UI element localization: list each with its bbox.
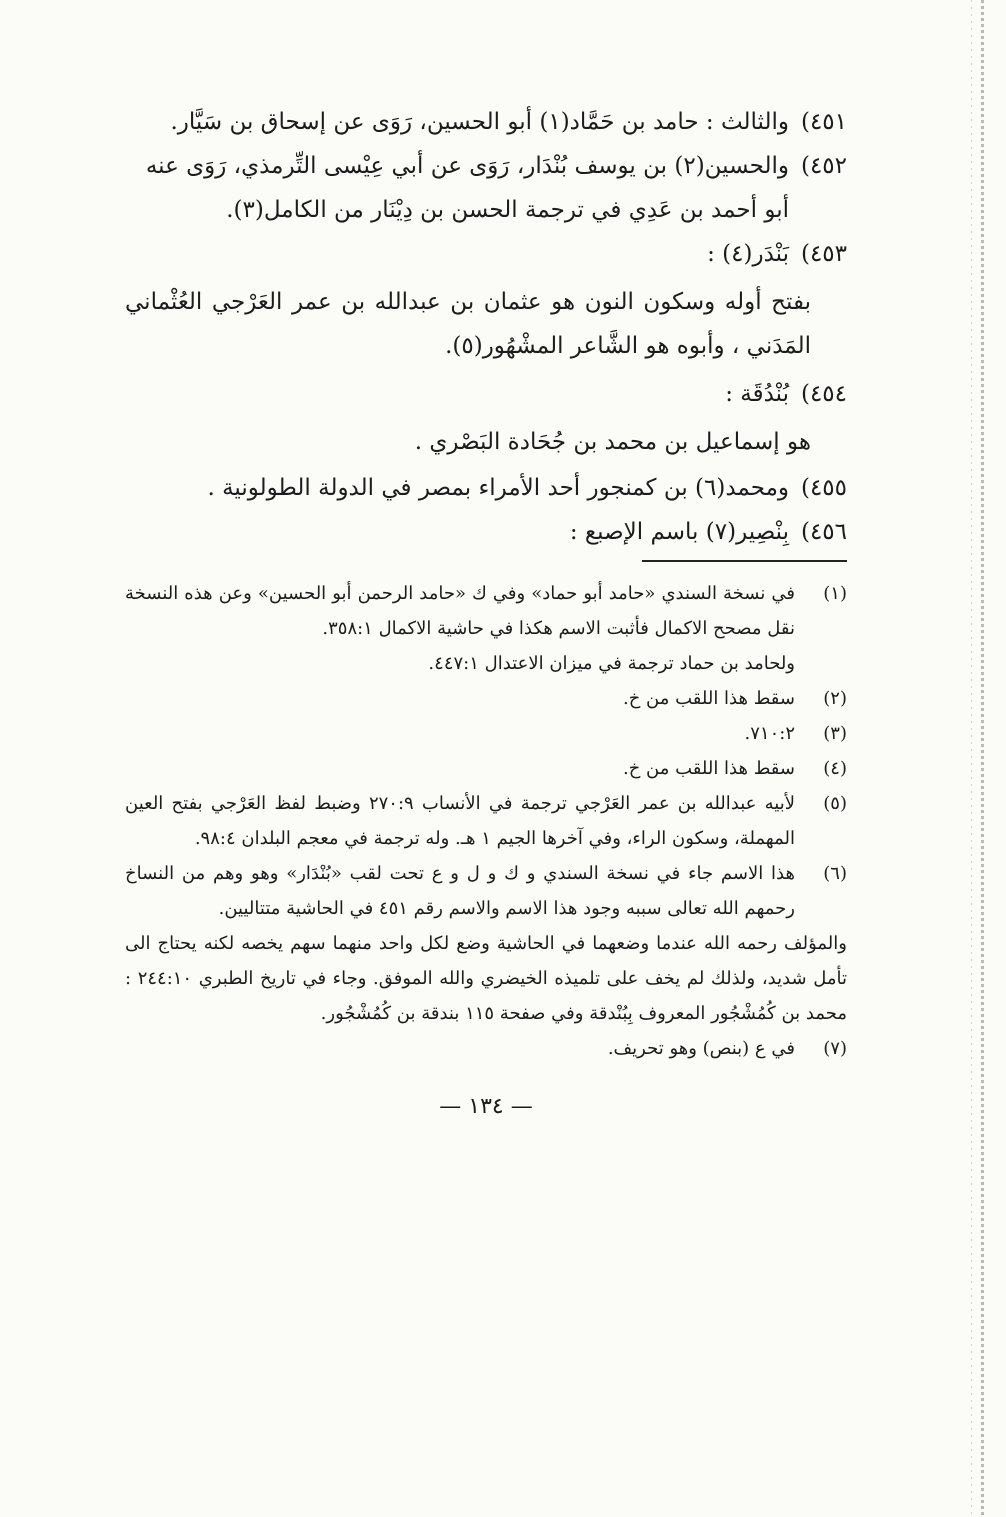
footnote-text: في ع (بنص) وهو تحريف. (607, 1038, 795, 1059)
entry-text: والحسين(٢) بن يوسف بُنْدَار، رَوَى عن أبي عِيْسى التِّرمذي، رَوَى عنه أبو أحمد بن عَدِي في ترجمة الحسن بن دِيْنَار من الكامل(٣). (145, 153, 789, 223)
entry-number: ٤٥١) (800, 109, 847, 135)
entry-number: ٤٥٢) (800, 153, 847, 179)
footnote-text: ٧١٠:٢. (744, 723, 795, 744)
footnote-6 (125, 856, 847, 926)
entry-text: بُنْدُقَة : (725, 381, 789, 407)
footnote-number: (١) (823, 583, 847, 604)
entry-text: والثالث : حامد بن حَمَّاد(١) أبو الحسين، رَوَى عن إسحاق بن سَيَّار. (170, 109, 789, 135)
entry-453 (125, 232, 847, 276)
footnote-7 (125, 1031, 847, 1066)
footnote-number: (٥) (823, 793, 847, 814)
footnote-1-extra: ولحامد بن حماد ترجمة في ميزان الاعتدال ٤٤٧:١. (428, 653, 795, 674)
footnote-divider (642, 560, 847, 562)
footnote-text: لأبيه عبدالله بن عمر العَرْجي ترجمة في الأنساب ٢٧٠:٩ وضبط لفظ العَرْجي بفتح العين المهملة، وسكون الراء، وفي آخرها الجيم ١ هـ. وله ترجمة في معجم البلدان ٩٨:٤. (125, 793, 795, 849)
entry-455 (125, 466, 847, 510)
scan-edge-secondary (971, 0, 972, 1517)
footnote-text: سقط هذا اللقب من خ. (622, 758, 795, 779)
footnote-6-extra: والمؤلف رحمه الله عندما وضعهما في الحاشية وضع لكل واحد منهما سهم يخصه لكنه يحتاج الى تأمل شديد، ولذلك لم يخف على تلميذه الخيضري والله الموفق. وجاء في تاريخ الطبري ٢٤٤:١٠ : محمد بن كُمُشْجُور المعروف بِبُنْدقة وفي صفحة ١١٥ بندقة بن كُمُشْجُور. (125, 933, 847, 1024)
paragraph-454: هو إسماعيل بن محمد بن جُحَادة البَصْري . (414, 429, 811, 455)
entry-452 (125, 144, 847, 232)
entry-456 (125, 510, 847, 554)
page-number: — ١٣٤ — (439, 1094, 533, 1119)
scan-edge (981, 0, 984, 1517)
entry-text: بَنْدَر(٤) : (707, 241, 789, 267)
footnote-number: (٧) (823, 1038, 847, 1059)
footnote-5 (125, 786, 847, 856)
entry-text: بِنْصِير(٧) باسم الإصبع : (569, 519, 789, 545)
footnote-text: سقط هذا اللقب من خ. (622, 688, 795, 709)
entry-number: ٤٥٦) (800, 519, 847, 545)
footnote-number: (٢) (823, 688, 847, 709)
footnote-2 (125, 681, 847, 716)
footnote-number: (٣) (823, 723, 847, 744)
footnote-number: (٤) (823, 758, 847, 779)
entry-451 (125, 100, 847, 144)
entry-454 (125, 372, 847, 416)
footnote-text: هذا الاسم جاء في نسخة السندي و ك و ل و ع تحت لقب «بُنْدَار» وهو وهم من النساخ رحمهم الله تعالى سببه وجود هذا الاسم والاسم رقم ٤٥١ في الحاشية متتاليين. (125, 863, 795, 919)
entry-number: ٤٥٣) (800, 241, 847, 267)
footnote-text: في نسخة السندي «حامد أبو حماد» وفي ك «حامد الرحمن أبو الحسين» وعن هذه النسخة نقل مصحح الاكمال فأثبت الاسم هكذا في حاشية الاكمال ٣٥٨:١. (125, 583, 795, 639)
entry-text: ومحمد(٦) بن كمنجور أحد الأمراء بمصر في الدولة الطولونية . (207, 475, 789, 501)
entry-number: ٤٥٥) (800, 475, 847, 501)
footnote-4 (125, 751, 847, 786)
footnote-3 (125, 716, 847, 751)
paragraph-453: بفتح أوله وسكون النون هو عثمان بن عبدالله بن عمر العَرْجي العُثْماني المَدَني ، وأبوه هو الشَّاعر المشْهُور(٥). (125, 289, 811, 359)
footnote-1 (125, 576, 847, 646)
footnote-number: (٦) (823, 863, 847, 884)
entry-number: ٤٥٤) (800, 381, 847, 407)
page-body (125, 100, 847, 1119)
